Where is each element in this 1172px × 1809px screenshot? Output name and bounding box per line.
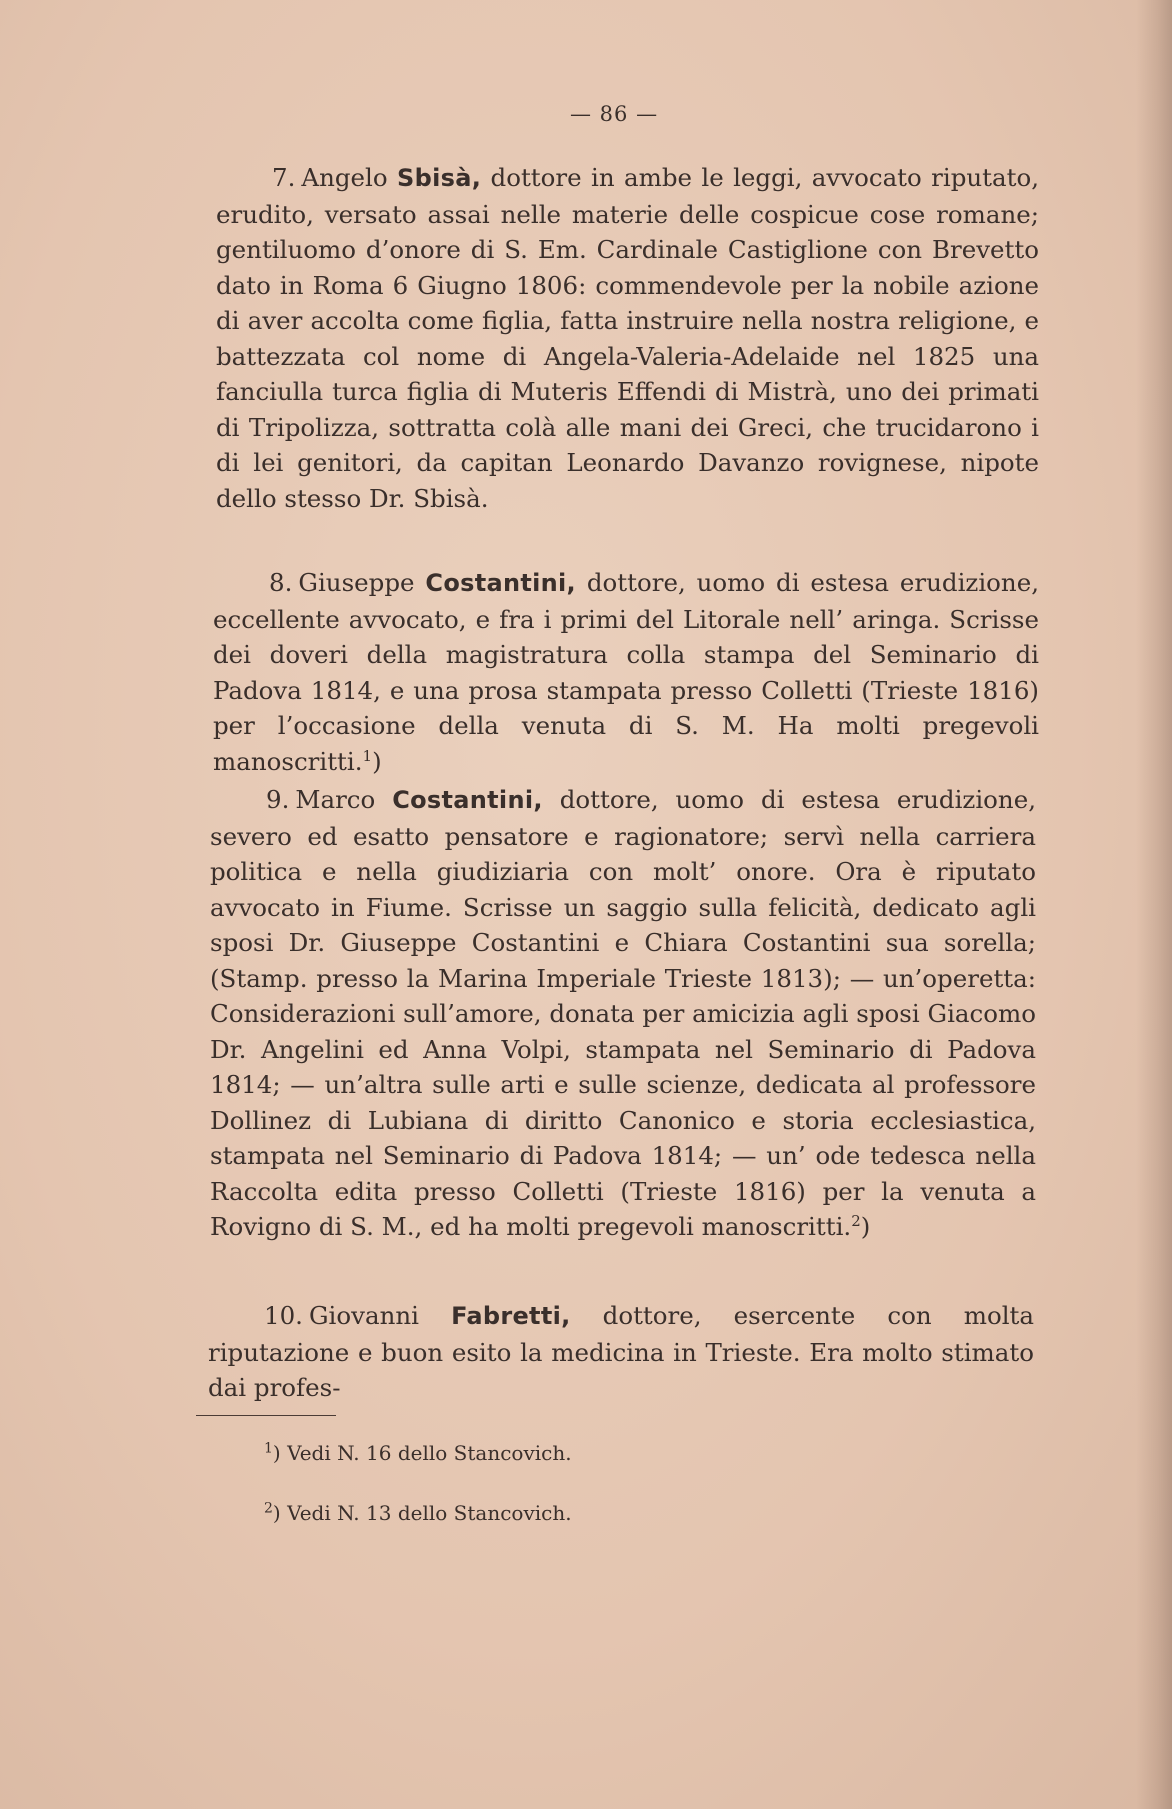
entry-number: 9. (266, 785, 290, 814)
entry-8: 8. Giuseppe Costantini, dottore, uomo di estesa erudizione, eccellente avvocato, e fra i primi del Litorale nell’ aringa. Scrisse dei doveri della magistratura colla stampa del Seminario di Padova 1814, e una prosa stampata presso Colletti (Trieste 1816) per l’occasione della venuta di S. M. Ha molti pregevoli manoscritti.$^1$) (213, 568, 1039, 776)
footnote-separator (196, 1415, 336, 1416)
entry-9: 9. Marco Costantini, dottore, uomo di estesa erudizione, severo ed esatto pensatore e ragionatore; servì nella carriera politica e nella giudiziaria con molt’ onore. Ora è riputato avvocato in Fiume. Scrisse un saggio sulla felicità, dedicato agli sposi Dr. Giuseppe Costantini e Chiara Costantini sua sorella; (Stamp. presso la Marina Imperiale Trieste 1813); — un’operetta: Considerazioni sull’amore, donata per amicizia agli sposi Giacomo Dr. Angelini ed Anna Volpi, stampata nel Seminario di Padova 1814; — un’altra sulle arti e sulle scienze, dedicata al professore Dollinez di Lubiana di diritto Canonico e storia ecclesiastica, stampata nel Seminario di Padova 1814; — un’ ode tedesca nella Raccolta edita presso Colletti (Trieste 1816) per la venuta a Rovigno di S. M., ed ha molti pregevoli manoscritti.$^2$) (210, 785, 1036, 1241)
footnote-1 (264, 1440, 572, 1466)
footnote-text: ) Vedi N. 16 dello Stancovich. (272, 1441, 572, 1465)
entry-number: 8. (269, 568, 293, 597)
entry-text: dottore, uomo di estesa erudizione, severo ed esatto pensatore e ragionatore; servì nella carriera politica e nella giudiziaria con molt’ onore. Ora è riputato avvocato in Fiume. Scrisse un saggio sulla felicità, dedicato agli sposi Dr. Giuseppe Costantini e Chiara Costantini sua sorella; (Stamp. presso la Marina Imperiale Trieste 1813); — un’operetta: Considerazioni sull’amore, donata per amicizia agli sposi Giacomo Dr. Angelini ed Anna Volpi, stampata nel Seminario di Padova 1814; — un’altra sulle arti e sulle scienze, dedicata al professore Dollinez di Lubiana di diritto Canonico e storia ecclesiastica, stampata nel Seminario di Padova 1814; — un’ ode tedesca nella Raccolta edita presso Colletti (Trieste 1816) per la venuta a Rovigno di S. M., ed ha molti pregevoli manoscritti. (210, 785, 1036, 1241)
footnote-mark: 1 (264, 1440, 273, 1457)
footnote-reference: 1 (362, 746, 373, 765)
footnote-text: ) Vedi N. 13 dello Stancovich. (272, 1501, 572, 1525)
footnote-mark: 2 (264, 1500, 273, 1517)
entry-text: dottore in ambe le leggi, avvocato riputato, erudito, versato assai nelle materie delle cospicue cose romane; gentiluomo d’onore di S. Em. Cardinale Castiglione con Brevetto dato in Roma 6 Giugno 1806: commendevole per la nobile azione di aver accolta come figlia, fatta instruire nella nostra religione, e battezzata col nome di Angela-Valeria-Adelaide nel 1825 una fanciulla turca figlia di Muteris Effendi di Mistrà, uno dei primati di Tripolizza, sottratta colà alle mani dei Greci, che trucidarono i di lei genitori, da capitan Leonardo Davanzo rovignese, nipote dello stesso Dr. Sbisà. (216, 163, 1039, 513)
entry-given-name: Giovanni (308, 1301, 419, 1330)
entry-surname: Costantini, (392, 786, 543, 814)
entry-number: 7. (272, 163, 296, 192)
entry-number: 10. (264, 1301, 303, 1330)
entry-given-name: Angelo (301, 163, 388, 192)
entry-given-name: Giuseppe (298, 568, 415, 597)
entry-surname: Fabretti, (451, 1302, 571, 1330)
entry-surname: Costantini, (425, 569, 576, 597)
entry-surname: Sbisà, (397, 164, 482, 192)
entry-10 (208, 1298, 1034, 1406)
entry-text: dottore, uomo di estesa erudizione, eccellente avvocato, e fra i primi del Litorale nell’ aringa. Scrisse dei doveri della magistratura colla stampa del Seminario di Padova 1814, e una prosa stampata presso Colletti (Trieste 1816) per l’occasione della venuta di S. M. Ha molti pregevoli manoscritti. (213, 568, 1039, 776)
footnote-reference: 2 (851, 1211, 861, 1230)
footnote-2 (264, 1500, 572, 1526)
page-number: — 86 — (570, 102, 659, 126)
entry-text: dottore, esercente con molta riputazione e buon esito la medicina in Trieste. Era molto stimato dai profes- (208, 1301, 1034, 1402)
entry-7 (216, 160, 1039, 516)
entry-given-name: Marco (295, 785, 376, 814)
page-edge-shadow (1136, 0, 1172, 1809)
